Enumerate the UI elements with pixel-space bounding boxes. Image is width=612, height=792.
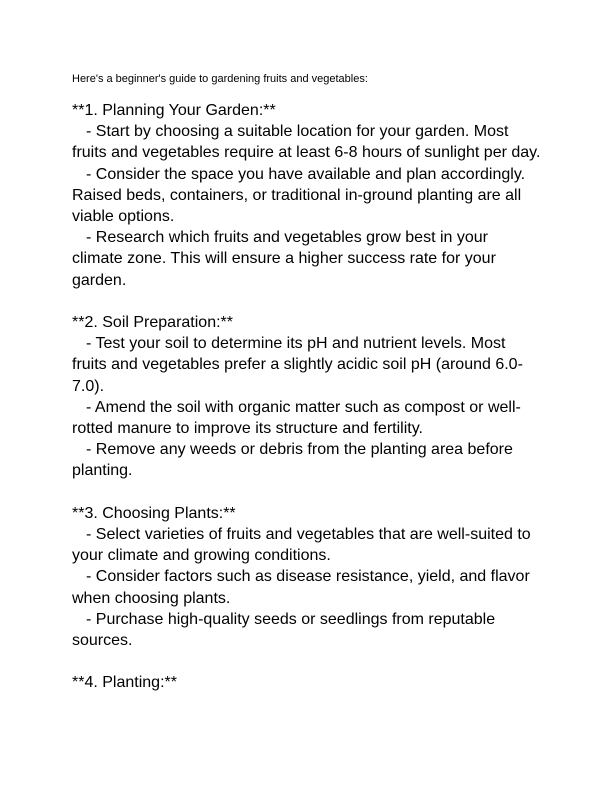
section-heading: **1. Planning Your Garden:**: [72, 102, 276, 119]
bullet-item: - Start by choosing a suitable location for your garden. Most fruits and vegetables require at least 6-8 hours of sunlight per day.: [72, 123, 541, 162]
section-heading: **2. Soil Preparation:**: [72, 314, 233, 332]
section-soil-preparation: [72, 312, 542, 482]
bullet-item: - Research which fruits and vegetables grow best in your climate zone. This will ensure a higher success rate for your garden.: [72, 229, 496, 289]
bullet-item: - Purchase high-quality seeds or seedlings from reputable sources.: [72, 610, 496, 650]
bullet-item: - Amend the soil with organic matter such as compost or well-rotted manure to improve its structure and fertility.: [72, 398, 521, 438]
section-choosing-plants: [72, 503, 542, 651]
section-planting: [72, 672, 542, 693]
bullet-item: - Consider factors such as disease resistance, yield, and flavor when choosing plants.: [72, 568, 530, 607]
section-heading: **4. Planting:**: [72, 674, 177, 692]
intro-text: Here's a beginner's guide to gardening fruits and vegetables:: [72, 73, 368, 85]
bullet-item: - Test your soil to determine its pH and nutrient levels. Most fruits and vegetables prefer a slightly acidic soil pH (around 6.0-7.0).: [72, 335, 523, 395]
section-planning: [72, 100, 542, 291]
bullet-item: - Consider the space you have available and plan accordingly. Raised beds, containers, or traditional in-ground planting are all viable options.: [72, 165, 526, 226]
section-heading: **3. Choosing Plants:**: [72, 504, 236, 522]
bullet-item: - Remove any weeds or debris from the planting area before planting.: [72, 441, 513, 480]
bullet-item: - Select varieties of fruits and vegetables that are well-suited to your climate and growing conditions.: [72, 526, 531, 565]
document-body: [72, 100, 542, 715]
